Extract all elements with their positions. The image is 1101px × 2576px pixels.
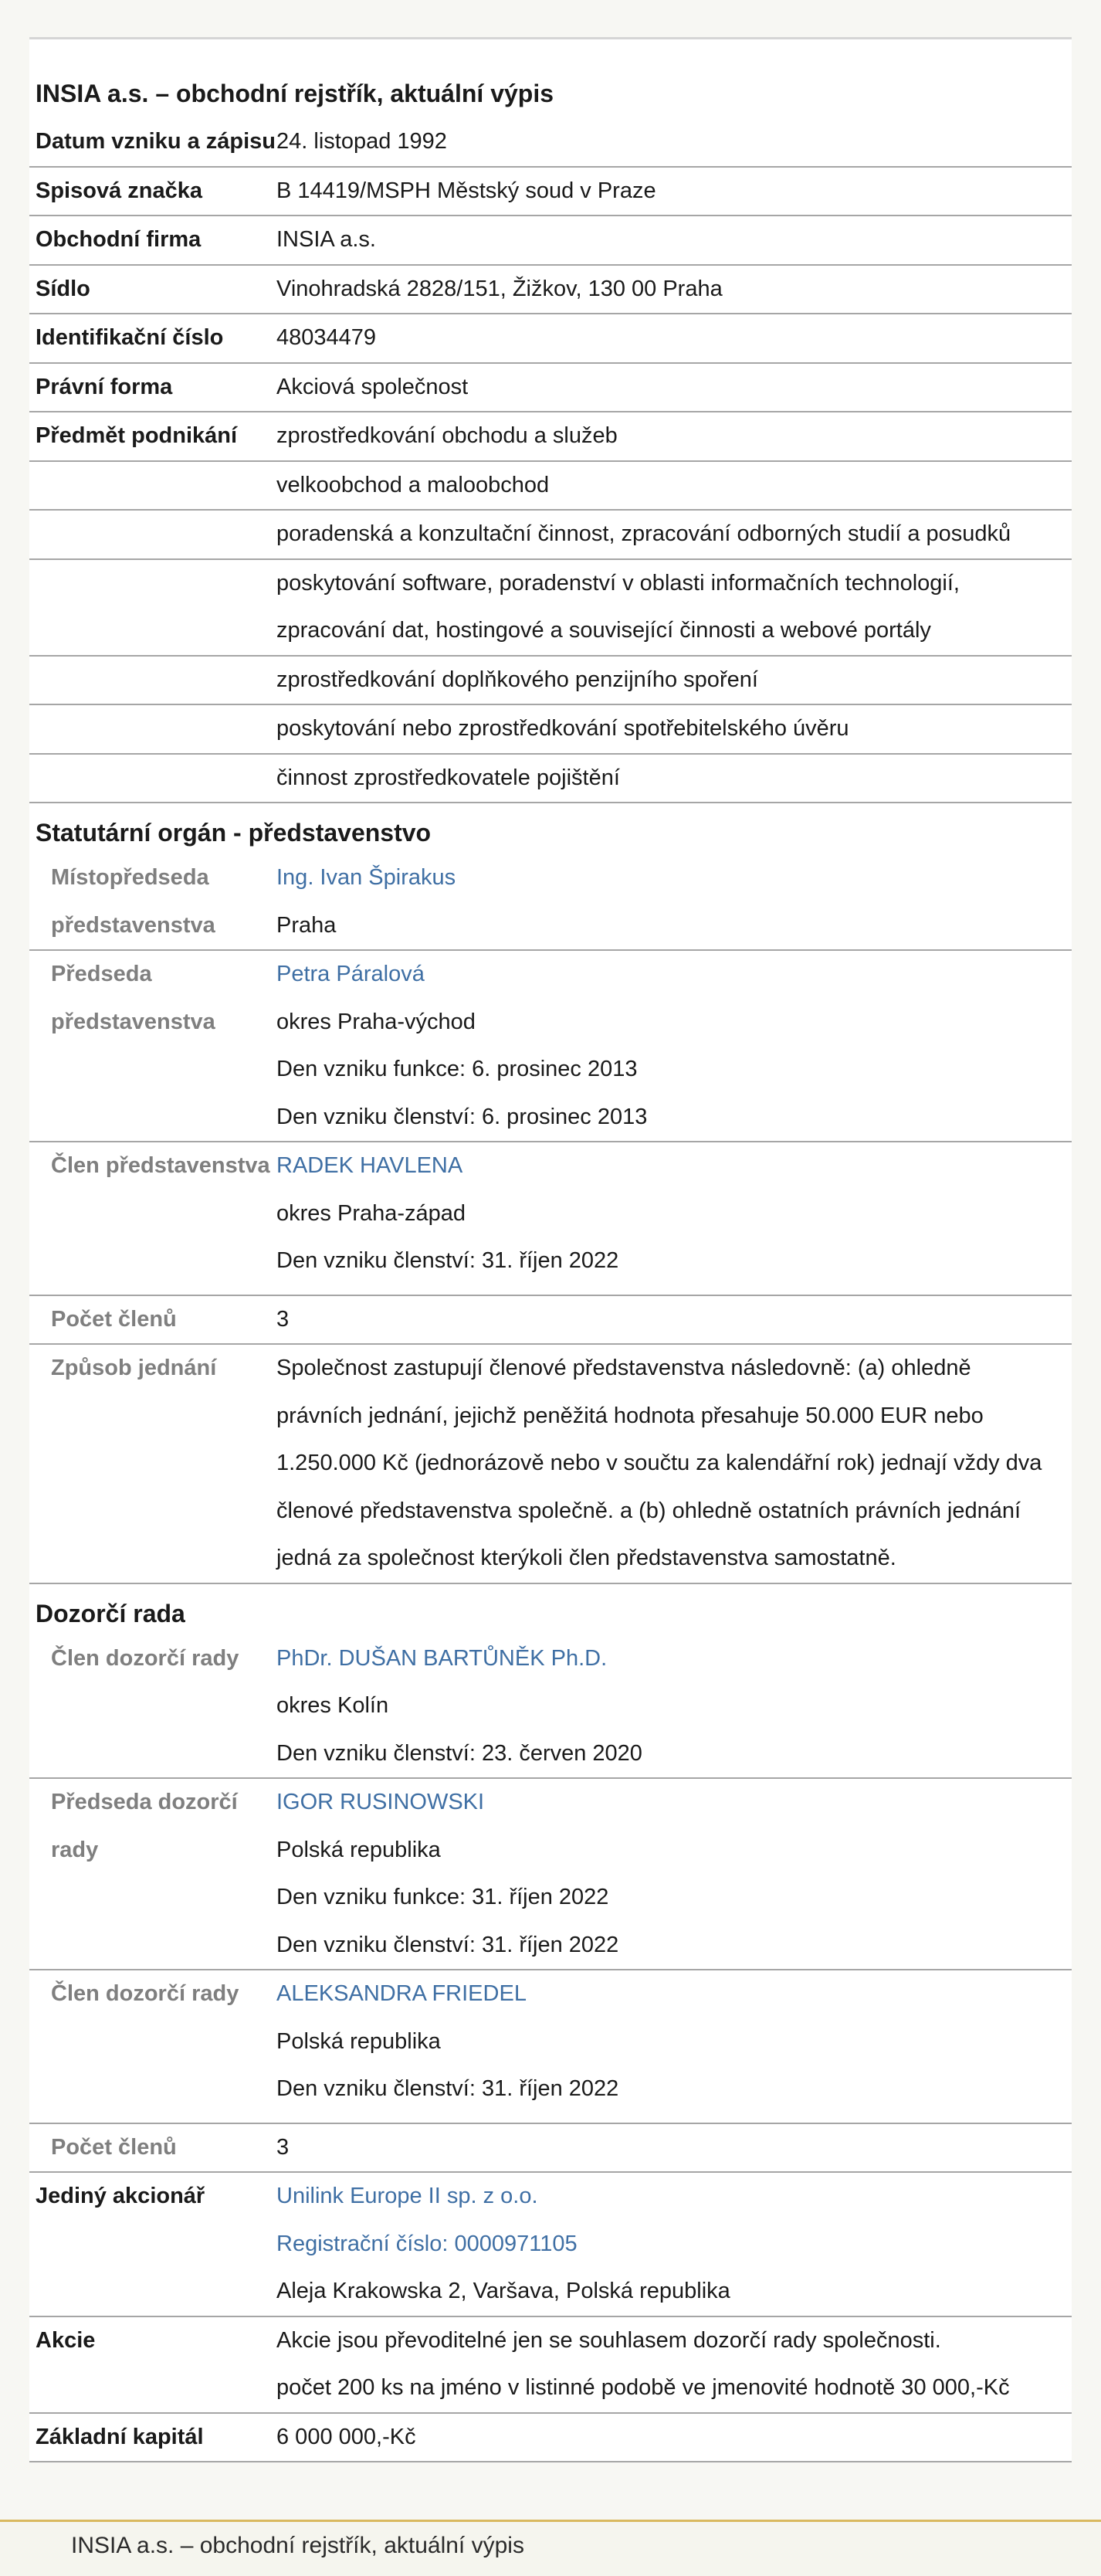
member-row bbox=[29, 1635, 1072, 1780]
member-detail: Den vzniku členství: 31. říjen 2022 bbox=[276, 2076, 619, 2101]
predmet-item: poradenská a konzultační činnost, zpracování odborných studií a posudků bbox=[276, 521, 1011, 546]
label-predmet: Předmět podnikání bbox=[36, 423, 238, 448]
row-pocet-dozorci bbox=[29, 2124, 1072, 2174]
row-predmet-1 bbox=[29, 412, 1072, 462]
label-akcionar: Jediný akcionář bbox=[36, 2184, 205, 2208]
section-title-dozorci: Dozorčí rada bbox=[36, 1599, 185, 1627]
member-detail: Den vzniku členství: 6. prosinec 2013 bbox=[276, 1104, 648, 1129]
label-pocet: Počet členů bbox=[51, 1306, 177, 1332]
predmet-item: zprostředkování obchodu a služeb bbox=[276, 423, 618, 448]
member-name-link[interactable]: Ing. Ivan Špirakus bbox=[276, 865, 456, 890]
label-akcie: Akcie bbox=[36, 2327, 96, 2353]
page-title: INSIA a.s. – obchodní rejstřík, aktuální výpis bbox=[36, 80, 554, 107]
row-pocet-statutarni bbox=[29, 1296, 1072, 1346]
value-zpusob: Společnost zastupují členové představenstva následovně: (a) ohledně právních jednání, jejichž peněžitá hodnota přesahuje 50.000 EUR nebo 1.250.000 Kč (jednorázově nebo v součtu za kalendářní rok) jednají vždy dva členové představenstva společně. a (b) ohledně ostatních právních jednání jedná za společnost kterýkoli člen představenstva samostatně. bbox=[276, 1356, 1042, 1570]
akcie-line: počet 200 ks na jméno v listinné podobě ve jmenovité hodnotě 30 000,-Kč bbox=[276, 2375, 1010, 2400]
member-detail: Den vzniku členství: 23. červen 2020 bbox=[276, 1740, 642, 1766]
member-row bbox=[29, 1142, 1072, 1285]
row-firma bbox=[29, 216, 1072, 266]
row-spisova bbox=[29, 168, 1072, 217]
member-detail: Den vzniku funkce: 6. prosinec 2013 bbox=[276, 1057, 638, 1081]
value-datum: 24. listopad 1992 bbox=[276, 129, 447, 154]
member-row bbox=[29, 1779, 1072, 1970]
akcionar-address: Aleja Krakowska 2, Varšava, Polská republika bbox=[276, 2279, 730, 2303]
member-role: Předseda dozorčí rady bbox=[51, 1790, 238, 1862]
value-sidlo: Vinohradská 2828/151, Žižkov, 130 00 Praha bbox=[276, 276, 723, 301]
value-kapital: 6 000 000,-Kč bbox=[276, 2424, 416, 2449]
predmet-item: poskytování software, poradenství v oblasti informačních technologií, zpracování dat, hostingové a související činnosti a webové portály bbox=[276, 570, 960, 643]
predmet-item: zprostředkování doplňkového penzijního spoření bbox=[276, 667, 758, 692]
footer-text: INSIA a.s. – obchodní rejstřík, aktuální výpis bbox=[71, 2533, 524, 2558]
row-predmet-3 bbox=[29, 511, 1072, 560]
section-title-statutarni: Statutární orgán - představenstvo bbox=[36, 819, 432, 847]
member-detail: Den vzniku členství: 31. říjen 2022 bbox=[276, 1248, 619, 1273]
label-kapital: Základní kapitál bbox=[36, 2424, 204, 2449]
member-detail: Den vzniku členství: 31. říjen 2022 bbox=[276, 1932, 619, 1957]
label-pocet: Počet členů bbox=[51, 2134, 177, 2160]
value-firma: INSIA a.s. bbox=[276, 227, 376, 252]
member-detail: Polská republika bbox=[276, 2028, 441, 2054]
member-detail: Den vzniku funkce: 31. říjen 2022 bbox=[276, 1885, 609, 1909]
footer bbox=[0, 2520, 1101, 2576]
row-predmet-7 bbox=[29, 755, 1072, 804]
member-role: Člen dozorčí rady bbox=[51, 1645, 239, 1671]
value-spisova: B 14419/MSPH Městský soud v Praze bbox=[276, 178, 656, 203]
row-predmet-5 bbox=[29, 657, 1072, 706]
row-akcie bbox=[29, 2317, 1072, 2414]
member-detail: okres Praha-východ bbox=[276, 1009, 476, 1034]
akcie-line: Akcie jsou převoditelné jen se souhlasem dozorčí rady společnosti. bbox=[276, 2327, 941, 2353]
member-name-link[interactable]: Petra Páralová bbox=[276, 962, 425, 986]
value-pocet: 3 bbox=[276, 2134, 290, 2160]
row-predmet-2 bbox=[29, 462, 1072, 511]
member-name-link[interactable]: IGOR RUSINOWSKI bbox=[276, 1790, 485, 1814]
register-extract bbox=[29, 37, 1072, 2462]
member-role: Předseda představenstva bbox=[51, 962, 215, 1034]
member-detail: okres Kolín bbox=[276, 1693, 389, 1718]
member-row bbox=[29, 854, 1072, 951]
row-datum bbox=[29, 118, 1072, 168]
row-akcionar bbox=[29, 2173, 1072, 2317]
member-role: Člen představenstva bbox=[51, 1153, 270, 1178]
row-predmet-6 bbox=[29, 705, 1072, 755]
label-zpusob: Způsob jednání bbox=[51, 1356, 217, 1380]
label-forma: Právní forma bbox=[36, 374, 173, 399]
label-datum: Datum vzniku a zápisu bbox=[36, 129, 276, 154]
value-forma: Akciová společnost bbox=[276, 374, 469, 399]
member-role: Místopředseda představenstva bbox=[51, 865, 215, 938]
predmet-item: poskytování nebo zprostředkování spotřebitelského úvěru bbox=[276, 716, 849, 741]
member-role: Člen dozorčí rady bbox=[51, 1981, 239, 2006]
label-sidlo: Sídlo bbox=[36, 276, 90, 301]
member-detail: Praha bbox=[276, 912, 337, 938]
member-detail: Polská republika bbox=[276, 1837, 441, 1862]
value-pocet: 3 bbox=[276, 1306, 290, 1332]
member-name-link[interactable]: ALEKSANDRA FRIEDEL bbox=[276, 1981, 527, 2006]
row-sidlo bbox=[29, 266, 1072, 315]
member-name-link[interactable]: PhDr. DUŠAN BARTŮNĚK Ph.D. bbox=[276, 1645, 608, 1671]
row-ico bbox=[29, 314, 1072, 364]
predmet-item: velkoobchod a maloobchod bbox=[276, 472, 550, 497]
akcionar-name-link[interactable]: Unilink Europe II sp. z o.o. bbox=[276, 2184, 538, 2208]
row-kapital bbox=[29, 2414, 1072, 2463]
member-detail: okres Praha-západ bbox=[276, 1200, 466, 1226]
label-ico: Identifikační číslo bbox=[36, 325, 224, 350]
label-spisova: Spisová značka bbox=[36, 178, 202, 203]
label-firma: Obchodní firma bbox=[36, 227, 202, 252]
row-predmet-4 bbox=[29, 560, 1072, 657]
akcionar-reg-link[interactable]: Registrační číslo: 0000971105 bbox=[276, 2231, 578, 2256]
value-ico: 48034479 bbox=[276, 325, 377, 350]
member-row bbox=[29, 951, 1072, 1142]
row-forma bbox=[29, 364, 1072, 413]
row-zpusob bbox=[29, 1345, 1072, 1584]
member-name-link[interactable]: RADEK HAVLENA bbox=[276, 1153, 463, 1178]
member-row bbox=[29, 1970, 1072, 2113]
predmet-item: činnost zprostředkovatele pojištění bbox=[276, 765, 620, 790]
